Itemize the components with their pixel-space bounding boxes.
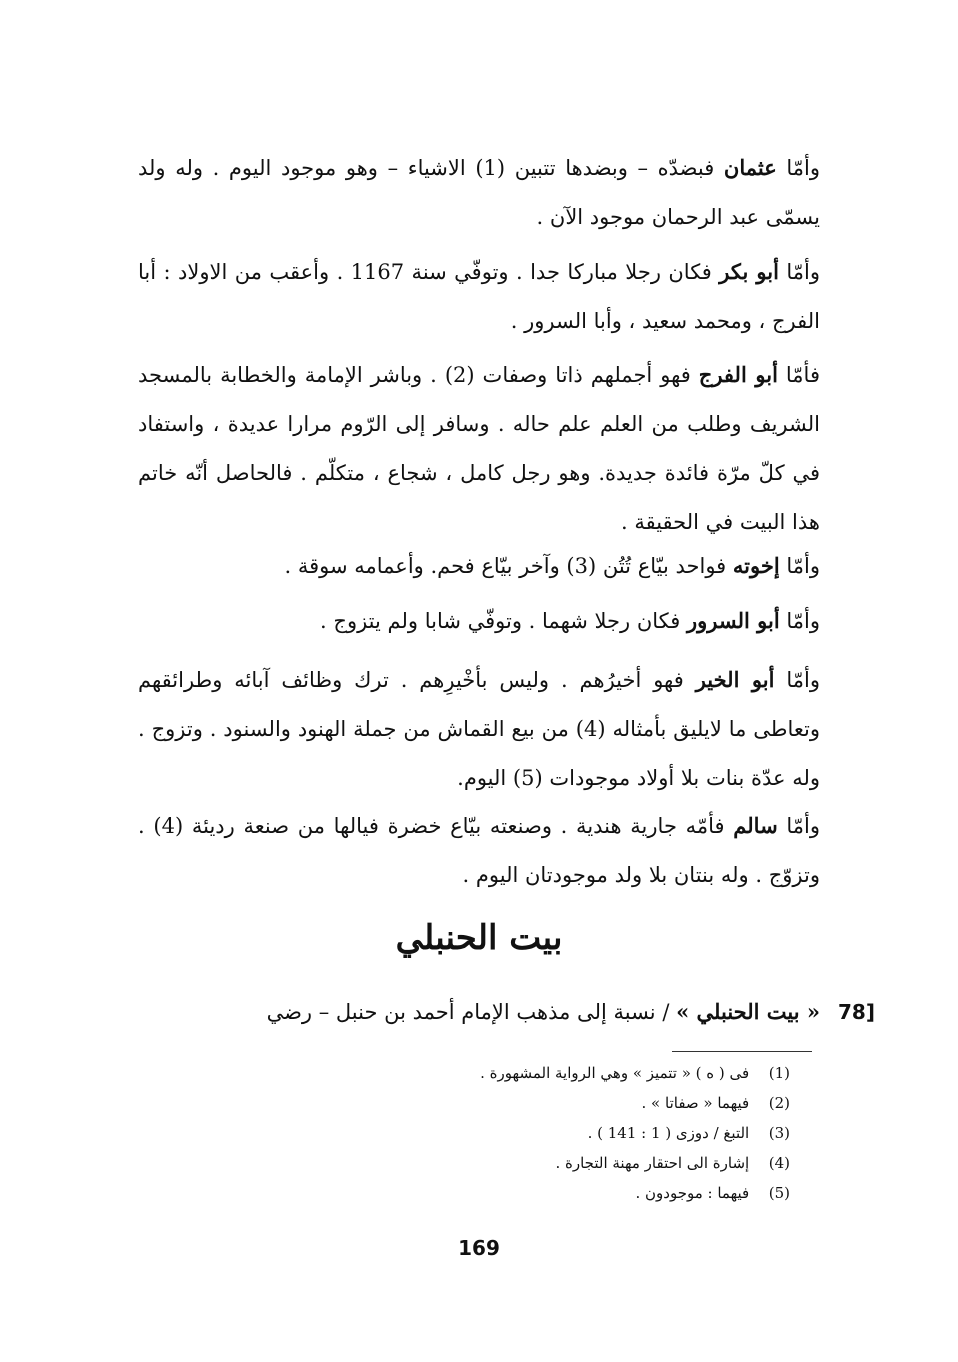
footnote-text: فى ( ه ) « تتميز » وهي الرواية المشهورة . (480, 1064, 750, 1082)
paragraph-lead: وأمّا (786, 609, 820, 633)
footnote-text: إشارة الى احتقار مهنة التجارة . (555, 1154, 750, 1172)
footnote-item (270, 1058, 790, 1088)
footnote-number: (1) (768, 1064, 790, 1082)
paragraph-lead: وأمّا (786, 554, 820, 578)
footnote-item (270, 1088, 790, 1118)
person-name: أبو السرور (687, 608, 780, 633)
paragraph-text: فهو أجملهم ذاتا وصفات (2) . وباشر الإمامة والخطابة بالمسجد الشريف وطلب من العلم علم حاله . وسافر إلى الرّوم مرارا عديدة ، واستفاد في كلّ مرّة فائدة جديدة. وهو رجل كامل ، شجاع ، متكلّم . فالحاصل أنّه خاتم هذا البيت في الحقيقة . (138, 363, 820, 534)
footnote-number: (4) (768, 1154, 790, 1172)
paragraph-lead: فأمّا (785, 363, 820, 387)
footnote-number: (3) (768, 1124, 790, 1142)
paragraph-ikhwatuh (138, 541, 820, 591)
person-name: سالم (733, 813, 778, 838)
paragraph-text: فكان رجلا مباركا جدا . وتوفّي سنة 1167 . وأعقب من الاولاد : أبا الفرج ، ومحمد سعيد ، وأبا السرور . (138, 260, 820, 333)
footnote-item (270, 1148, 790, 1178)
section-heading: بيت الحنبلي (395, 918, 563, 958)
paragraph-lead: وأمّا (786, 814, 821, 838)
person-name: أبو الخير (695, 667, 775, 692)
footnote-item (270, 1118, 790, 1148)
paragraph-lead: وأمّا (786, 668, 820, 692)
paragraph-abu-al-surur (138, 596, 820, 646)
entry-text: / نسبة إلى مذهب الإمام أحمد بن حنبل – رضي (266, 1000, 670, 1024)
footnote-text: فيهما : موجودون . (635, 1184, 750, 1202)
footnote-item (270, 1178, 790, 1208)
person-name: أبو بكر (719, 259, 779, 284)
footnote-number: (2) (768, 1094, 790, 1112)
person-name: عثمان (723, 155, 777, 180)
paragraph-text: فأمّه جارية هندية . وصنعته بيّاع خضرة فيالها من صنعة رديئة (4) . وتزوّج . وله بنتان بلا ولد موجودتان اليوم . (138, 814, 820, 887)
footnote-text: التبغ / دوزى ( 1 : 141 ) . (587, 1124, 750, 1142)
footnote-divider (672, 1051, 812, 1052)
paragraph-lead: وأمّا (786, 260, 820, 284)
footnote-number: (5) (768, 1184, 790, 1202)
paragraph-abu-bakr (138, 247, 820, 346)
entry-quoted-name: « بيت الحنبلي » (676, 999, 820, 1024)
footnote-text: فيهما « صفاتا » . (641, 1094, 750, 1112)
entry-paragraph (138, 992, 820, 1032)
paragraph-salim (138, 801, 820, 900)
footnote-list (270, 1058, 790, 1208)
page-number: 169 (458, 1236, 500, 1260)
paragraph-abu-al-faraj (138, 350, 820, 547)
person-name: إخوته (732, 553, 780, 578)
paragraph-text: فكان رجلا شهما . وتوفّي شابا ولم يتزوج . (320, 609, 681, 633)
person-name: أبو الفرج (698, 362, 778, 387)
entry-number: 78] (838, 1000, 875, 1024)
paragraph-text: فهو أخيرُهم . وليس بأخْيرِهم . ترك وظائف آبائه وطرائقهم وتعاطى ما لايليق بأمثاله (4) من بيع القماش من جملة الهنود والسنود . وتزوج . وله عدّة بنات بلا أولاد موجودات (5) اليوم. (138, 668, 820, 790)
paragraph-text: فبضدّه – وبضدها تتبين (1) الاشياء – وهو موجود اليوم . وله ولد يسمّى عبد الرحمان موجود الآن . (138, 156, 820, 229)
paragraph-lead: وأمّا (786, 156, 820, 180)
paragraph-abu-al-khayr (138, 655, 820, 803)
paragraph-text: فواحد بيّاع تُتُن (3) وآخر بيّاع فحم. وأعمامه سوقة . (284, 554, 727, 578)
paragraph-uthman (138, 143, 820, 242)
